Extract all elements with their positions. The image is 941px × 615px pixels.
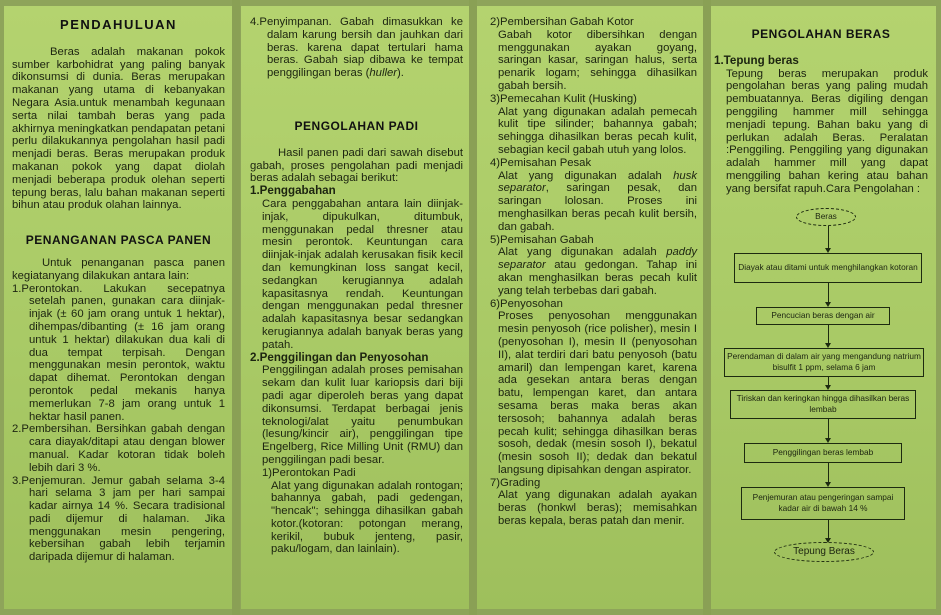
- panel-divider: [232, 0, 240, 615]
- list-item: 4.Penyimpanan. Gabah dimasukkan ke dalam karung bersih dan jauhkan dari beras. karena dapat tertulari hama beras. Gabah siap dibawa ke tempat penggilingan beras (huller).: [250, 16, 463, 80]
- flow-end-node: Tepung Beras: [774, 542, 874, 562]
- flow-step: Perendaman di dalam air yang mengandung natrium bisulfit 1 ppm, selama 6 jam: [724, 348, 924, 377]
- substep-title: 2)Pembersihan Gabah Kotor: [490, 16, 634, 28]
- flow-step: Penggilingan beras lembab: [744, 443, 902, 463]
- step-text: Cara penggabahan antara lain diinjak-injak, dipukulkan, ditumbuk, menggunakan pedal thresner atau mesin perontok. Keuntungan cara diinjak-injak adalah kerusakan fisik kecil dan kemungkinan loss sangat kecil, sedangkan kerugiannya adalah kapasitasnya rendah. Keuntungan dengan menggunakan pedal thresner adalah kapasitasnya besar sedangkan kerugiannya adalah banyak beras yang patah.: [262, 197, 463, 351]
- flow-start-node: Beras: [796, 208, 856, 226]
- panel-divider: [469, 0, 477, 615]
- section-title-pengolahan-padi: PENGOLAHAN PADI: [294, 118, 419, 133]
- substep-text: Proses penyosohan menggunakan mesin penyosoh (rice polisher), mesin I (penyosohan I), mesin II (penyosohan II), alat terdiri dari batu penyosoh (batu amaril) dan lempengan karet, karena ada gesekan antara beras dengan batu, lempengan karet, dan antara sesama beras maka beras akan tersosoh; bahannya adalah beras pecah kulit; sehingga dihasilkan beras sosoh, dedak (mesin sosoh I), bekatul (mesin sosoh II); dedak dan bekatul langsung dipisahkan dengan aspirator.: [498, 310, 697, 476]
- step-title: 2.Penggilingan dan Penyosohan: [250, 350, 429, 364]
- substep-title: 6)Penyosohan: [490, 297, 563, 310]
- substep-text: Alat yang digunakan adalah rontogan; bahannya gabah, padi gedengan, "hencak"; sehingga dihasilkan gabah kotor.(kotoran: potongan merang, kerikil, bubuk jenteng, pasir, paku/logam, dan lainlain).: [271, 479, 463, 556]
- intro-paragraph: Beras adalah makanan pokok sumber karbohidrat yang paling banyak dikonsumsi di dunia. Beras merupakan makanan yang utama di kebanyakan Negara Asia.untuk menambah kegunaan serta nilai tambah beras yang pada akhirnya meningkatkan pendapatan petani perlu dilakukannya pengolahan hasil padi menjadi beras. Beras merupakan produk makanan pokok yang dapat diolah menjadi beberapa produk olehan seperti tepung beras, lalu bahan makanan seperti bihun atau produk olahan lainnya.: [12, 45, 225, 212]
- step-text: Penggilingan adalah proses pemisahan sekam dan kulit luar kariopsis dari biji padi agar diperoleh beras yang dapat dikonsumsi. Terdapat berbagai jenis teknologi/alat yaitu penumbukan (lesung/kincir air), penggilingan tipe Engelberg, Rice Milling Unit (RMU) dan penggilingan padi besar.: [262, 364, 463, 466]
- panel-pengolahan-lanjutan: [477, 6, 703, 609]
- section-title-pasca-panen: PENANGANAN PASCA PANEN: [25, 233, 212, 248]
- substep-text: Alat yang digunakan adalah husk separator, saringan pesak, dan saringan lolosan. Proses ini menghasilkan beras pecah kulit bersih, dan gabah.: [498, 169, 697, 233]
- substep-title: 3)Pemecahan Kulit (Husking): [490, 92, 637, 105]
- substep-text: Alat yang digunakan adalah ayakan beras (honkwl beras); memisahkan beras kepala, beras patah dan menir.: [498, 489, 697, 528]
- item-text: Tepung beras merupakan produk pengolahan beras yang paling mudah pembuatannya. Beras digiling dengan penggiling hammer mill sehingga menjadi tepung. Bahan baku yang di perlukan adalah Beras. Peralatan :Penggiling. Penggiling yang digunakan adalah hammer mill yang dapat menggiling bahan kering atau bahan yang bersifat rapuh.Cara Pengolahan :: [726, 67, 928, 195]
- flow-step: Tiriskan dan keringkan hingga dihasilkan beras lembab: [730, 390, 916, 419]
- panel-divider: [703, 0, 711, 615]
- flow-step: Penjemuran atau pengeringan sampai kadar air di bawah 14 %: [741, 487, 905, 520]
- panel-pendahuluan: [4, 6, 232, 609]
- substep-title: 5)Pemisahan Gabah: [490, 233, 594, 246]
- list-item: 2.Pembersihan. Bersihkan gabah dengan cara diayak/ditapi atau dengan blower manual. Kadar kotoran tidak boleh lebih dari 3 %.: [12, 423, 225, 474]
- panel-pengolahan-padi: [241, 6, 469, 609]
- panel-pengolahan-beras: [711, 6, 936, 609]
- flow-step: Diayak atau ditami untuk menghilangkan kotoran: [734, 253, 922, 283]
- substep-text: Gabah kotor dibersihkan dengan menggunakan ayakan goyang, saringan kasar, saringan halus, serta penarik logam; sehingga dihasilkan gabah bersih.: [498, 28, 697, 92]
- section-title-pengolahan-beras: PENGOLAHAN BERAS: [751, 27, 891, 41]
- substep-title: 4)Pemisahan Pesak: [490, 156, 592, 169]
- substep-title: 7)Grading: [490, 476, 541, 489]
- substep-text: Alat yang digunakan adalah paddy separator atau gedongan. Tahap ini akan menghasilkan beras pecah kulit yang telah terbebas dari gabah.: [498, 246, 697, 297]
- pengolahan-padi-intro: Hasil panen padi dari sawah disebut gabah, proses pengolahan padi menjadi beras adalah sebagai berikut:: [250, 146, 463, 185]
- item-title: 1.Tepung beras: [714, 53, 799, 67]
- substep-title: 1)Perontokan Padi: [262, 466, 356, 479]
- list-item: 1.Perontokan. Lakukan secepatnya setelah panen, gunakan cara diinjak-injak (± 60 jam orang untuk 1 hektar), dihempas/dibanting (± 16 jam orang untuk 1 hektar) dilakukan dua kali di dua tempat terpisah. Dengan menggunakan mesin perontok, waktu dapat dihemat. Perontokan dengan perontok pedal mekanis hanya memerlukan 7-8 jam orang untuk 1 hektar hasil panen.: [12, 282, 225, 423]
- section-title-pendahuluan: PENDAHULUAN: [60, 17, 177, 32]
- flowchart: [714, 208, 939, 563]
- pasca-panen-intro: Untuk penanganan pasca panen kegiatanyang dilakukan antara lain:: [12, 256, 225, 282]
- flow-step: Pencucian beras dengan air: [756, 307, 890, 325]
- substep-text: Alat yang digunakan adalah pemecah kulit tipe silinder; bahannya gabah; sehingga dihasilkan beras pecah kulit, sebagian kecil gabah utuh yang lolos.: [498, 105, 697, 156]
- step-title: 1.Penggabahan: [250, 184, 336, 198]
- list-item: 3.Penjemuran. Jemur gabah selama 3-4 hari selama 3 jam per hari sampai kadar airnya 14 %. Secara tradisional padi dijemur di halaman. Jika menggunakan mesin pengering, kebersihan gabah lebih terjamin daripada dijemur di halaman.: [12, 474, 225, 564]
